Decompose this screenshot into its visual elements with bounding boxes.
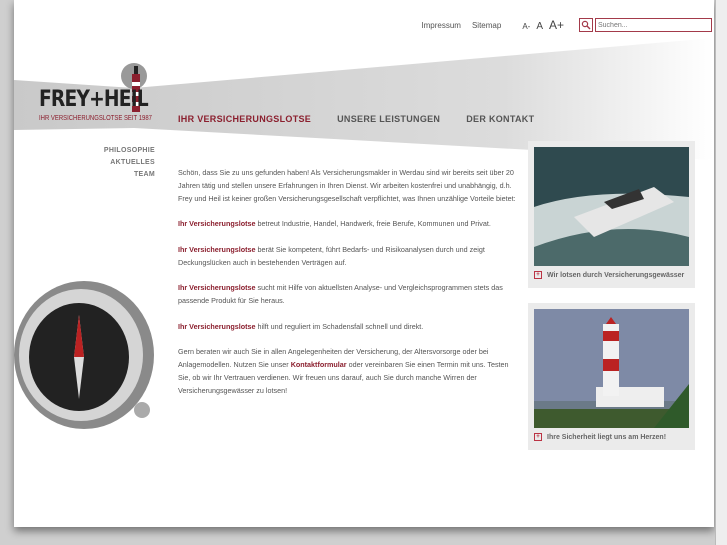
plus-icon: + xyxy=(534,271,542,279)
point-text: betreut Industrie, Handel, Handwerk, freie Berufe, Kommunen und Privat. xyxy=(255,219,491,229)
teaser-caption: Ihre Sicherheit liegt uns am Herzen! xyxy=(547,434,667,441)
teaser-lighthouse[interactable] xyxy=(528,303,695,450)
plus-icon: + xyxy=(534,433,542,441)
outro-text-b: oder vereinbaren Sie einen Termin mit uns. Testen Sie, ob wir Ihr Vertrauen verdienen. Wir freuen uns darauf, auch Sie durch manche Wirren der Versicherungsgewässer zu lotsen! xyxy=(178,359,509,395)
point-highlight: Ihr Versicherungslotse xyxy=(178,321,256,331)
font-larger-button[interactable]: A+ xyxy=(548,18,564,32)
logo-tagline: IHR VERSICHERUNGSLOTSE SEIT 1987 xyxy=(39,115,152,122)
nav-leistungen[interactable]: UNSERE LEISTUNGEN xyxy=(337,114,441,124)
point-highlight: Ihr Versicherungslotse xyxy=(178,244,256,254)
font-normal-button[interactable]: A xyxy=(536,21,543,32)
point xyxy=(178,244,518,270)
teaser-boat[interactable] xyxy=(528,141,695,288)
sub-nav xyxy=(94,145,155,181)
point xyxy=(178,321,518,334)
font-size-controls xyxy=(522,18,564,32)
subnav-aktuelles[interactable]: AKTUELLES xyxy=(110,159,155,166)
point-text: sucht mit Hilfe von aktuellsten Analyse- und Vergleichsprogrammen stets das passende Produkt für Sie heraus. xyxy=(178,283,503,305)
kontaktformular-link[interactable]: Kontaktformular xyxy=(290,359,347,369)
point xyxy=(178,218,518,231)
point xyxy=(178,282,518,308)
outro-text-a: Gern beraten wir auch Sie in allen Angelegenheiten der Versicherung, der Altersvorsorge oder bei Anlagemodellen. Nutzen Sie unser xyxy=(178,347,489,369)
teaser-caption: Wir lotsen durch Versicherungsgewässer xyxy=(547,272,685,279)
logo[interactable] xyxy=(39,62,164,126)
boat-image xyxy=(534,147,689,266)
subnav-philosophie[interactable]: PHILOSOPHIE xyxy=(103,147,155,154)
main-nav xyxy=(178,114,534,125)
sitemap-link[interactable]: Sitemap xyxy=(471,20,502,30)
top-links xyxy=(421,18,564,32)
impressum-link[interactable]: Impressum xyxy=(421,20,461,30)
nav-versicherungslotse[interactable]: IHR VERSICHERUNGSLOTSE xyxy=(178,114,312,124)
point-highlight: Ihr Versicherungslotse xyxy=(178,219,256,229)
intro-text: Schön, dass Sie zu uns gefunden haben! Als Versicherungsmakler in Werdau sind wir bereits seit über 20 Jahren tätig und stellen unsere Erfahrungen in Ihren Dienst. Wir arbeiten kostenfrei und unabhängig, d.h. Frey und Heil ist keiner großen Versicherungsgesellschaft verpflichtet, was Ihnen unzählige Vorteile bietet: xyxy=(178,168,516,203)
teaser-caption-row xyxy=(534,433,692,442)
main-content xyxy=(178,167,518,410)
subnav-team[interactable]: TEAM xyxy=(133,171,155,178)
nav-kontakt[interactable]: DER KONTAKT xyxy=(466,114,535,124)
font-smaller-button[interactable]: A- xyxy=(522,22,531,31)
compass-image xyxy=(14,275,169,435)
search-input[interactable] xyxy=(595,18,712,32)
lighthouse-image xyxy=(534,309,689,428)
scrollbar[interactable] xyxy=(715,0,727,545)
search-icon[interactable] xyxy=(579,18,593,32)
point-text: hilft und reguliert im Schadensfall schnell und direkt. xyxy=(255,321,424,331)
teaser-caption-row xyxy=(534,271,692,280)
page xyxy=(14,0,714,527)
point-text: berät Sie kompetent, führt Bedarfs- und Risikoanalysen durch und zeigt Deckungslücken auch in bestehenden Verträgen auf. xyxy=(178,244,485,267)
outro-text xyxy=(178,346,518,397)
logo-name: FREY+HEIL xyxy=(39,87,148,112)
point-highlight: Ihr Versicherungslotse xyxy=(178,283,256,293)
